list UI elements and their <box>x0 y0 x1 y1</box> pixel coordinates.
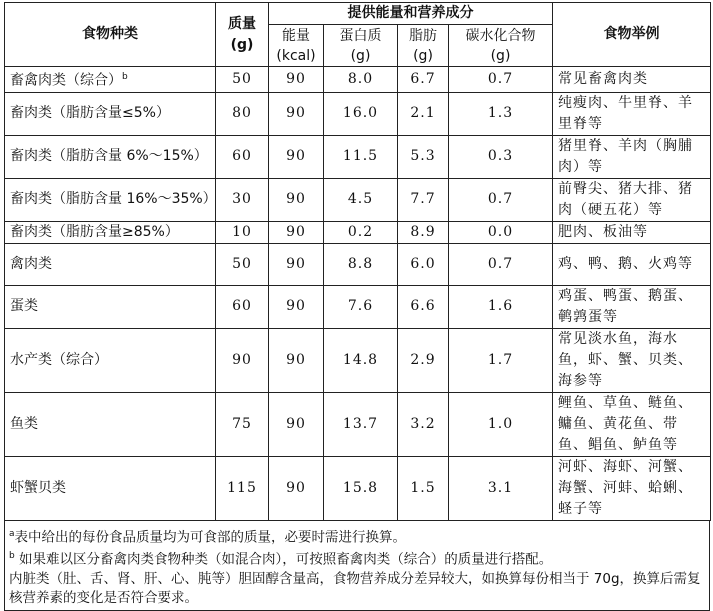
header-mass-label: 质量 <box>228 15 256 32</box>
energy-cell: 90 <box>269 285 324 328</box>
fat-cell: 6.0 <box>398 243 449 285</box>
protein-cell: 13.7 <box>324 392 398 456</box>
header-protein <box>324 25 398 67</box>
carb-cell: 1.7 <box>449 328 553 392</box>
table-row <box>5 135 711 178</box>
examples-cell: 鸡蛋、鸭蛋、鹅蛋、鹌鹑蛋等 <box>553 285 711 328</box>
carb-cell: 0.7 <box>449 67 553 93</box>
food-name: 畜禽肉类（综合） <box>10 72 122 89</box>
footnote-b <box>9 547 703 570</box>
header-carb <box>449 25 553 67</box>
footnote-b-marker: b <box>9 551 15 562</box>
footnote-a-marker: a <box>9 528 15 539</box>
fat-cell: 8.9 <box>398 221 449 243</box>
energy-cell: 90 <box>269 221 324 243</box>
mass-cell: 60 <box>216 285 269 328</box>
examples-cell: 肥肉、板油等 <box>553 221 711 243</box>
food-name-cell: 禽肉类 <box>5 243 216 285</box>
header-food-type: 食物种类 <box>5 3 216 67</box>
fat-cell: 5.3 <box>398 135 449 178</box>
fat-cell: 2.1 <box>398 92 449 135</box>
table-row <box>5 456 711 520</box>
carb-cell: 1.3 <box>449 92 553 135</box>
food-name-cell: 鱼类 <box>5 392 216 456</box>
examples-cell: 常见畜禽肉类 <box>553 67 711 93</box>
fat-cell: 3.2 <box>398 392 449 456</box>
energy-cell: 90 <box>269 328 324 392</box>
mass-cell: 10 <box>216 221 269 243</box>
fat-cell: 6.7 <box>398 67 449 93</box>
fat-cell: 6.6 <box>398 285 449 328</box>
header-examples: 食物举例 <box>553 3 711 67</box>
carb-cell: 3.1 <box>449 456 553 520</box>
food-name-cell: 畜肉类（脂肪含量 16%～35%） <box>5 178 216 221</box>
table-row <box>5 328 711 392</box>
food-name-cell: 水产类（综合） <box>5 328 216 392</box>
energy-cell: 90 <box>269 92 324 135</box>
fat-cell: 1.5 <box>398 456 449 520</box>
carb-cell: 0.7 <box>449 243 553 285</box>
protein-cell: 15.8 <box>324 456 398 520</box>
footnote-b-text: 如果难以区分畜禽肉类食物种类（如混合肉），可按照畜禽肉类（综合）的质量进行搭配。 <box>14 551 553 568</box>
energy-cell: 90 <box>269 243 324 285</box>
table-row <box>5 178 711 221</box>
header-protein-label: 蛋白质 <box>339 27 382 44</box>
footnote-a <box>9 525 703 548</box>
protein-cell: 0.2 <box>324 221 398 243</box>
protein-cell: 8.8 <box>324 243 398 285</box>
table-footnotes <box>4 521 710 611</box>
protein-cell: 7.6 <box>324 285 398 328</box>
food-name-cell: 畜肉类（脂肪含量≥85%） <box>5 221 216 243</box>
table-row <box>5 221 711 243</box>
protein-cell: 14.8 <box>324 328 398 392</box>
header-fat-unit: (g) <box>413 47 433 64</box>
mass-cell: 75 <box>216 392 269 456</box>
header-mass <box>216 3 269 67</box>
carb-cell: 1.0 <box>449 392 553 456</box>
table-row <box>5 285 711 328</box>
table-row <box>5 392 711 456</box>
food-exchange-table-wrapper <box>4 2 710 611</box>
examples-cell: 鸡、鸭、鹅、火鸡等 <box>553 243 711 285</box>
protein-cell: 4.5 <box>324 178 398 221</box>
protein-cell: 8.0 <box>324 67 398 93</box>
table-row <box>5 92 711 135</box>
carb-cell: 0.0 <box>449 221 553 243</box>
energy-cell: 90 <box>269 456 324 520</box>
examples-cell: 鲤鱼、草鱼、鲢鱼、鳙鱼、黄花鱼、带鱼、鲳鱼、鲈鱼等 <box>553 392 711 456</box>
header-nutrients-group: 提供能量和营养成分 <box>269 3 553 25</box>
footnote-marker: b <box>122 72 128 82</box>
header-fat-label: 脂肪 <box>409 27 437 44</box>
energy-cell: 90 <box>269 178 324 221</box>
header-carb-unit: (g) <box>490 47 511 64</box>
food-name-cell: 蛋类 <box>5 285 216 328</box>
footnote-a-text: 表中给出的每份食品质量均为可食部的质量，必要时需进行换算。 <box>14 529 407 546</box>
food-name-cell: 虾蟹贝类 <box>5 456 216 520</box>
mass-cell: 115 <box>216 456 269 520</box>
mass-cell: 50 <box>216 67 269 93</box>
mass-cell: 60 <box>216 135 269 178</box>
examples-cell: 河虾、海虾、河蟹、海蟹、河蚌、蛤蜊、蛏子等 <box>553 456 711 520</box>
food-name-cell <box>5 67 216 93</box>
fat-cell: 2.9 <box>398 328 449 392</box>
table-row <box>5 243 711 285</box>
energy-cell: 90 <box>269 67 324 93</box>
header-energy <box>269 25 324 67</box>
header-fat <box>398 25 449 67</box>
footnote-organ-meats: 内脏类（肚、舌、肾、肝、心、肫等）胆固醇含量高，食物营养成分差异较大，如换算每份相当于 70g，换算后需复核营养素的变化是否符合要求。 <box>9 570 701 606</box>
header-energy-unit: (kcal) <box>276 47 316 64</box>
food-name-cell: 畜肉类（脂肪含量 6%～15%） <box>5 135 216 178</box>
carb-cell: 0.3 <box>449 135 553 178</box>
energy-cell: 90 <box>269 392 324 456</box>
examples-cell: 猪里脊、羊肉（胸脯肉）等 <box>553 135 711 178</box>
header-energy-label: 能量 <box>282 27 310 44</box>
food-exchange-table <box>4 2 711 521</box>
header-protein-unit: (g) <box>350 47 371 64</box>
protein-cell: 11.5 <box>324 135 398 178</box>
examples-cell: 常见淡水鱼，海水鱼，虾、蟹、贝类、海参等 <box>553 328 711 392</box>
carb-cell: 0.7 <box>449 178 553 221</box>
examples-cell: 纯瘦肉、牛里脊、羊里脊等 <box>553 92 711 135</box>
mass-cell: 80 <box>216 92 269 135</box>
header-mass-unit: (g) <box>230 36 254 53</box>
food-name-cell: 畜肉类（脂肪含量≤5%） <box>5 92 216 135</box>
mass-cell: 30 <box>216 178 269 221</box>
energy-cell: 90 <box>269 135 324 178</box>
table-row <box>5 67 711 93</box>
mass-cell: 50 <box>216 243 269 285</box>
mass-cell: 90 <box>216 328 269 392</box>
examples-cell: 前臀尖、猪大排、猪肉（硬五花）等 <box>553 178 711 221</box>
protein-cell: 16.0 <box>324 92 398 135</box>
carb-cell: 1.6 <box>449 285 553 328</box>
header-carb-label: 碳水化合物 <box>465 27 536 44</box>
fat-cell: 7.7 <box>398 178 449 221</box>
